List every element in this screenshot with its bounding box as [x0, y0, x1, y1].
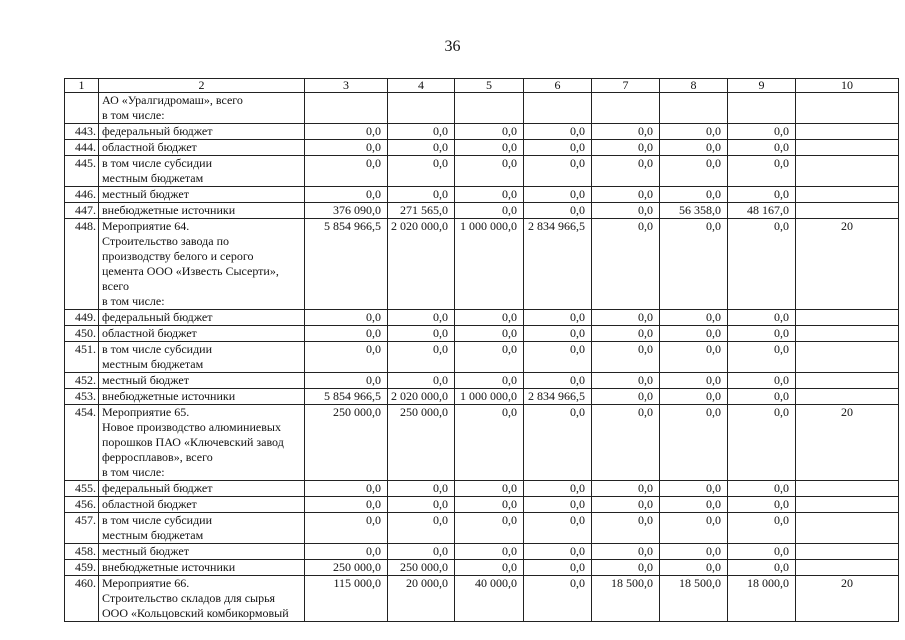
value-cell-col4: 0,0: [388, 481, 455, 497]
value-cell-col5: 0,0: [455, 497, 524, 513]
column-header: 3: [305, 79, 388, 93]
row-number-cell: 451.: [65, 342, 99, 373]
value-cell-col5: 0,0: [455, 560, 524, 576]
value-cell-col8: 18 500,0: [660, 576, 728, 622]
table-row: [65, 93, 899, 124]
row-number-cell: 459.: [65, 560, 99, 576]
row-number-cell: 445.: [65, 156, 99, 187]
row-name-cell: областной бюджет: [99, 497, 305, 513]
value-cell-col8: 0,0: [660, 187, 728, 203]
value-cell-col9: 0,0: [728, 187, 796, 203]
value-cell-col6: 2 834 966,5: [524, 389, 592, 405]
column-header: 8: [660, 79, 728, 93]
column-header: 9: [728, 79, 796, 93]
value-cell-col8: 0,0: [660, 497, 728, 513]
row-number-cell: 452.: [65, 373, 99, 389]
value-cell-col9: 0,0: [728, 219, 796, 310]
value-cell-col6: 0,0: [524, 187, 592, 203]
value-cell-col3: 115 000,0: [305, 576, 388, 622]
row-number-cell: 443.: [65, 124, 99, 140]
value-cell-col6: 2 834 966,5: [524, 219, 592, 310]
value-cell-col6: 0,0: [524, 124, 592, 140]
value-cell-col5: 0,0: [455, 140, 524, 156]
value-cell-col6: 0,0: [524, 203, 592, 219]
value-cell-col5: 0,0: [455, 187, 524, 203]
row-name-cell: в том числе субсидии местным бюджетам: [99, 513, 305, 544]
value-cell-col9: 48 167,0: [728, 203, 796, 219]
value-cell-col9: 0,0: [728, 389, 796, 405]
row-name-cell: федеральный бюджет: [99, 481, 305, 497]
value-cell-col5: 0,0: [455, 405, 524, 481]
row-number-cell: 457.: [65, 513, 99, 544]
budget-table-body: [65, 79, 899, 622]
row-name-cell: областной бюджет: [99, 326, 305, 342]
value-cell-col3: 5 854 966,5: [305, 219, 388, 310]
value-cell-col7: 0,0: [592, 373, 660, 389]
value-cell-col3: 0,0: [305, 140, 388, 156]
value-cell-col8: 0,0: [660, 544, 728, 560]
value-cell-col7: 0,0: [592, 389, 660, 405]
value-cell-col10: [796, 156, 899, 187]
value-cell-col5: 0,0: [455, 373, 524, 389]
row-number-cell: 458.: [65, 544, 99, 560]
value-cell-col9: 0,0: [728, 326, 796, 342]
value-cell-col8: 0,0: [660, 156, 728, 187]
value-cell-col10: [796, 497, 899, 513]
value-cell-col9: 0,0: [728, 310, 796, 326]
value-cell-col10: 20: [796, 219, 899, 310]
column-header: 4: [388, 79, 455, 93]
value-cell-col3: 0,0: [305, 497, 388, 513]
row-name-cell: областной бюджет: [99, 140, 305, 156]
row-name-cell: федеральный бюджет: [99, 310, 305, 326]
value-cell-col5: 0,0: [455, 203, 524, 219]
value-cell-col9: [728, 93, 796, 124]
value-cell-col9: 0,0: [728, 140, 796, 156]
value-cell-col9: 0,0: [728, 481, 796, 497]
value-cell-col3: 250 000,0: [305, 405, 388, 481]
value-cell-col5: 0,0: [455, 310, 524, 326]
value-cell-col4: 0,0: [388, 326, 455, 342]
value-cell-col5: 1 000 000,0: [455, 219, 524, 310]
value-cell-col4: 20 000,0: [388, 576, 455, 622]
table-row: [65, 342, 899, 373]
value-cell-col4: 0,0: [388, 342, 455, 373]
value-cell-col10: [796, 187, 899, 203]
value-cell-col3: 0,0: [305, 310, 388, 326]
value-cell-col8: 0,0: [660, 310, 728, 326]
value-cell-col7: 0,0: [592, 124, 660, 140]
row-number-cell: 444.: [65, 140, 99, 156]
value-cell-col7: 0,0: [592, 497, 660, 513]
value-cell-col5: 0,0: [455, 481, 524, 497]
value-cell-col4: 250 000,0: [388, 405, 455, 481]
column-header: 1: [65, 79, 99, 93]
row-name-cell: Мероприятие 65. Новое производство алюминиевых порошков ПАО «Ключевский завод ферросплавов», всего в том числе:: [99, 405, 305, 481]
value-cell-col8: 0,0: [660, 560, 728, 576]
value-cell-col5: 0,0: [455, 544, 524, 560]
row-number-cell: 447.: [65, 203, 99, 219]
row-name-cell: в том числе субсидии местным бюджетам: [99, 156, 305, 187]
value-cell-col3: [305, 93, 388, 124]
value-cell-col4: 2 020 000,0: [388, 389, 455, 405]
value-cell-col3: 0,0: [305, 187, 388, 203]
value-cell-col7: 0,0: [592, 203, 660, 219]
row-name-cell: федеральный бюджет: [99, 124, 305, 140]
table-row: [65, 405, 899, 481]
value-cell-col6: 0,0: [524, 140, 592, 156]
value-cell-col3: 0,0: [305, 481, 388, 497]
value-cell-col6: 0,0: [524, 481, 592, 497]
value-cell-col4: 0,0: [388, 124, 455, 140]
value-cell-col8: 0,0: [660, 140, 728, 156]
table-row: [65, 156, 899, 187]
table-row: [65, 326, 899, 342]
table-row: [65, 497, 899, 513]
row-name-cell: Мероприятие 64. Строительство завода по производству белого и серого цемента ООО «Известь Сысерти», всего в том числе:: [99, 219, 305, 310]
value-cell-col7: 0,0: [592, 342, 660, 373]
value-cell-col10: [796, 203, 899, 219]
row-number-cell: 456.: [65, 497, 99, 513]
value-cell-col8: 0,0: [660, 513, 728, 544]
value-cell-col7: 0,0: [592, 560, 660, 576]
row-number-cell: 453.: [65, 389, 99, 405]
value-cell-col8: 0,0: [660, 326, 728, 342]
value-cell-col3: 0,0: [305, 544, 388, 560]
value-cell-col9: 0,0: [728, 513, 796, 544]
value-cell-col5: 0,0: [455, 342, 524, 373]
row-name-cell: местный бюджет: [99, 373, 305, 389]
value-cell-col9: 18 000,0: [728, 576, 796, 622]
value-cell-col10: [796, 513, 899, 544]
value-cell-col9: 0,0: [728, 560, 796, 576]
budget-table: [64, 78, 899, 622]
value-cell-col9: 0,0: [728, 497, 796, 513]
value-cell-col6: 0,0: [524, 405, 592, 481]
value-cell-col8: [660, 93, 728, 124]
column-header: 5: [455, 79, 524, 93]
value-cell-col3: 5 854 966,5: [305, 389, 388, 405]
value-cell-col3: 0,0: [305, 326, 388, 342]
value-cell-col5: 0,0: [455, 513, 524, 544]
table-row: [65, 544, 899, 560]
value-cell-col10: [796, 326, 899, 342]
value-cell-col4: 0,0: [388, 497, 455, 513]
row-name-cell: внебюджетные источники: [99, 389, 305, 405]
table-row: [65, 560, 899, 576]
row-number-cell: 446.: [65, 187, 99, 203]
value-cell-col8: 0,0: [660, 124, 728, 140]
value-cell-col10: [796, 544, 899, 560]
row-name-cell: местный бюджет: [99, 544, 305, 560]
row-number-cell: 448.: [65, 219, 99, 310]
value-cell-col10: [796, 310, 899, 326]
value-cell-col8: 0,0: [660, 219, 728, 310]
value-cell-col5: 40 000,0: [455, 576, 524, 622]
table-row: [65, 187, 899, 203]
value-cell-col9: 0,0: [728, 156, 796, 187]
table-row: [65, 124, 899, 140]
value-cell-col4: 0,0: [388, 513, 455, 544]
value-cell-col7: 0,0: [592, 513, 660, 544]
value-cell-col5: 0,0: [455, 124, 524, 140]
value-cell-col7: 0,0: [592, 326, 660, 342]
value-cell-col6: 0,0: [524, 156, 592, 187]
row-number-cell: 455.: [65, 481, 99, 497]
row-name-cell: в том числе субсидии местным бюджетам: [99, 342, 305, 373]
value-cell-col4: [388, 93, 455, 124]
value-cell-col5: 0,0: [455, 326, 524, 342]
value-cell-col7: 0,0: [592, 544, 660, 560]
row-number-cell: 460.: [65, 576, 99, 622]
value-cell-col10: 20: [796, 576, 899, 622]
value-cell-col7: 0,0: [592, 310, 660, 326]
value-cell-col3: 376 090,0: [305, 203, 388, 219]
value-cell-col6: 0,0: [524, 497, 592, 513]
value-cell-col10: [796, 481, 899, 497]
value-cell-col4: 250 000,0: [388, 560, 455, 576]
value-cell-col6: 0,0: [524, 513, 592, 544]
row-name-cell: местный бюджет: [99, 187, 305, 203]
value-cell-col4: 0,0: [388, 156, 455, 187]
value-cell-col8: 0,0: [660, 373, 728, 389]
value-cell-col5: 1 000 000,0: [455, 389, 524, 405]
value-cell-col7: 0,0: [592, 156, 660, 187]
value-cell-col3: 0,0: [305, 373, 388, 389]
column-header: 6: [524, 79, 592, 93]
value-cell-col10: 20: [796, 405, 899, 481]
table-row: [65, 389, 899, 405]
column-header: 7: [592, 79, 660, 93]
value-cell-col4: 2 020 000,0: [388, 219, 455, 310]
table-row: [65, 481, 899, 497]
table-row: [65, 140, 899, 156]
value-cell-col10: [796, 93, 899, 124]
value-cell-col6: 0,0: [524, 544, 592, 560]
value-cell-col3: 0,0: [305, 124, 388, 140]
value-cell-col4: 0,0: [388, 544, 455, 560]
value-cell-col3: 0,0: [305, 513, 388, 544]
value-cell-col6: [524, 93, 592, 124]
column-header: 2: [99, 79, 305, 93]
value-cell-col5: [455, 93, 524, 124]
row-number-cell: 454.: [65, 405, 99, 481]
value-cell-col4: 0,0: [388, 187, 455, 203]
table-row: [65, 310, 899, 326]
value-cell-col7: 0,0: [592, 140, 660, 156]
value-cell-col6: 0,0: [524, 560, 592, 576]
row-name-cell: АО «Уралгидромаш», всего в том числе:: [99, 93, 305, 124]
row-name-cell: внебюджетные источники: [99, 560, 305, 576]
value-cell-col3: 250 000,0: [305, 560, 388, 576]
value-cell-col8: 0,0: [660, 389, 728, 405]
row-name-cell: внебюджетные источники: [99, 203, 305, 219]
value-cell-col9: 0,0: [728, 405, 796, 481]
table-row: [65, 219, 899, 310]
value-cell-col4: 271 565,0: [388, 203, 455, 219]
table-row: [65, 513, 899, 544]
value-cell-col4: 0,0: [388, 140, 455, 156]
value-cell-col9: 0,0: [728, 373, 796, 389]
table-row: [65, 373, 899, 389]
value-cell-col4: 0,0: [388, 310, 455, 326]
value-cell-col7: [592, 93, 660, 124]
value-cell-col10: [796, 560, 899, 576]
value-cell-col10: [796, 124, 899, 140]
value-cell-col7: 0,0: [592, 187, 660, 203]
row-number-cell: 450.: [65, 326, 99, 342]
value-cell-col10: [796, 342, 899, 373]
value-cell-col9: 0,0: [728, 544, 796, 560]
page-number: 36: [444, 38, 461, 55]
table-row: [65, 576, 899, 622]
value-cell-col6: 0,0: [524, 342, 592, 373]
value-cell-col3: 0,0: [305, 342, 388, 373]
value-cell-col4: 0,0: [388, 373, 455, 389]
value-cell-col8: 56 358,0: [660, 203, 728, 219]
header-row: [65, 79, 899, 93]
table-row: [65, 203, 899, 219]
value-cell-col3: 0,0: [305, 156, 388, 187]
value-cell-col7: 18 500,0: [592, 576, 660, 622]
row-number-cell: [65, 93, 99, 124]
row-number-cell: 449.: [65, 310, 99, 326]
value-cell-col6: 0,0: [524, 310, 592, 326]
value-cell-col8: 0,0: [660, 405, 728, 481]
row-name-cell: Мероприятие 66. Строительство складов для сырья ООО «Кольцовский комбикормовый: [99, 576, 305, 622]
value-cell-col10: [796, 373, 899, 389]
value-cell-col7: 0,0: [592, 481, 660, 497]
value-cell-col5: 0,0: [455, 156, 524, 187]
value-cell-col7: 0,0: [592, 405, 660, 481]
value-cell-col8: 0,0: [660, 342, 728, 373]
value-cell-col8: 0,0: [660, 481, 728, 497]
value-cell-col9: 0,0: [728, 342, 796, 373]
value-cell-col6: 0,0: [524, 326, 592, 342]
value-cell-col9: 0,0: [728, 124, 796, 140]
value-cell-col10: [796, 389, 899, 405]
value-cell-col6: 0,0: [524, 576, 592, 622]
value-cell-col10: [796, 140, 899, 156]
value-cell-col6: 0,0: [524, 373, 592, 389]
value-cell-col7: 0,0: [592, 219, 660, 310]
column-header: 10: [796, 79, 899, 93]
